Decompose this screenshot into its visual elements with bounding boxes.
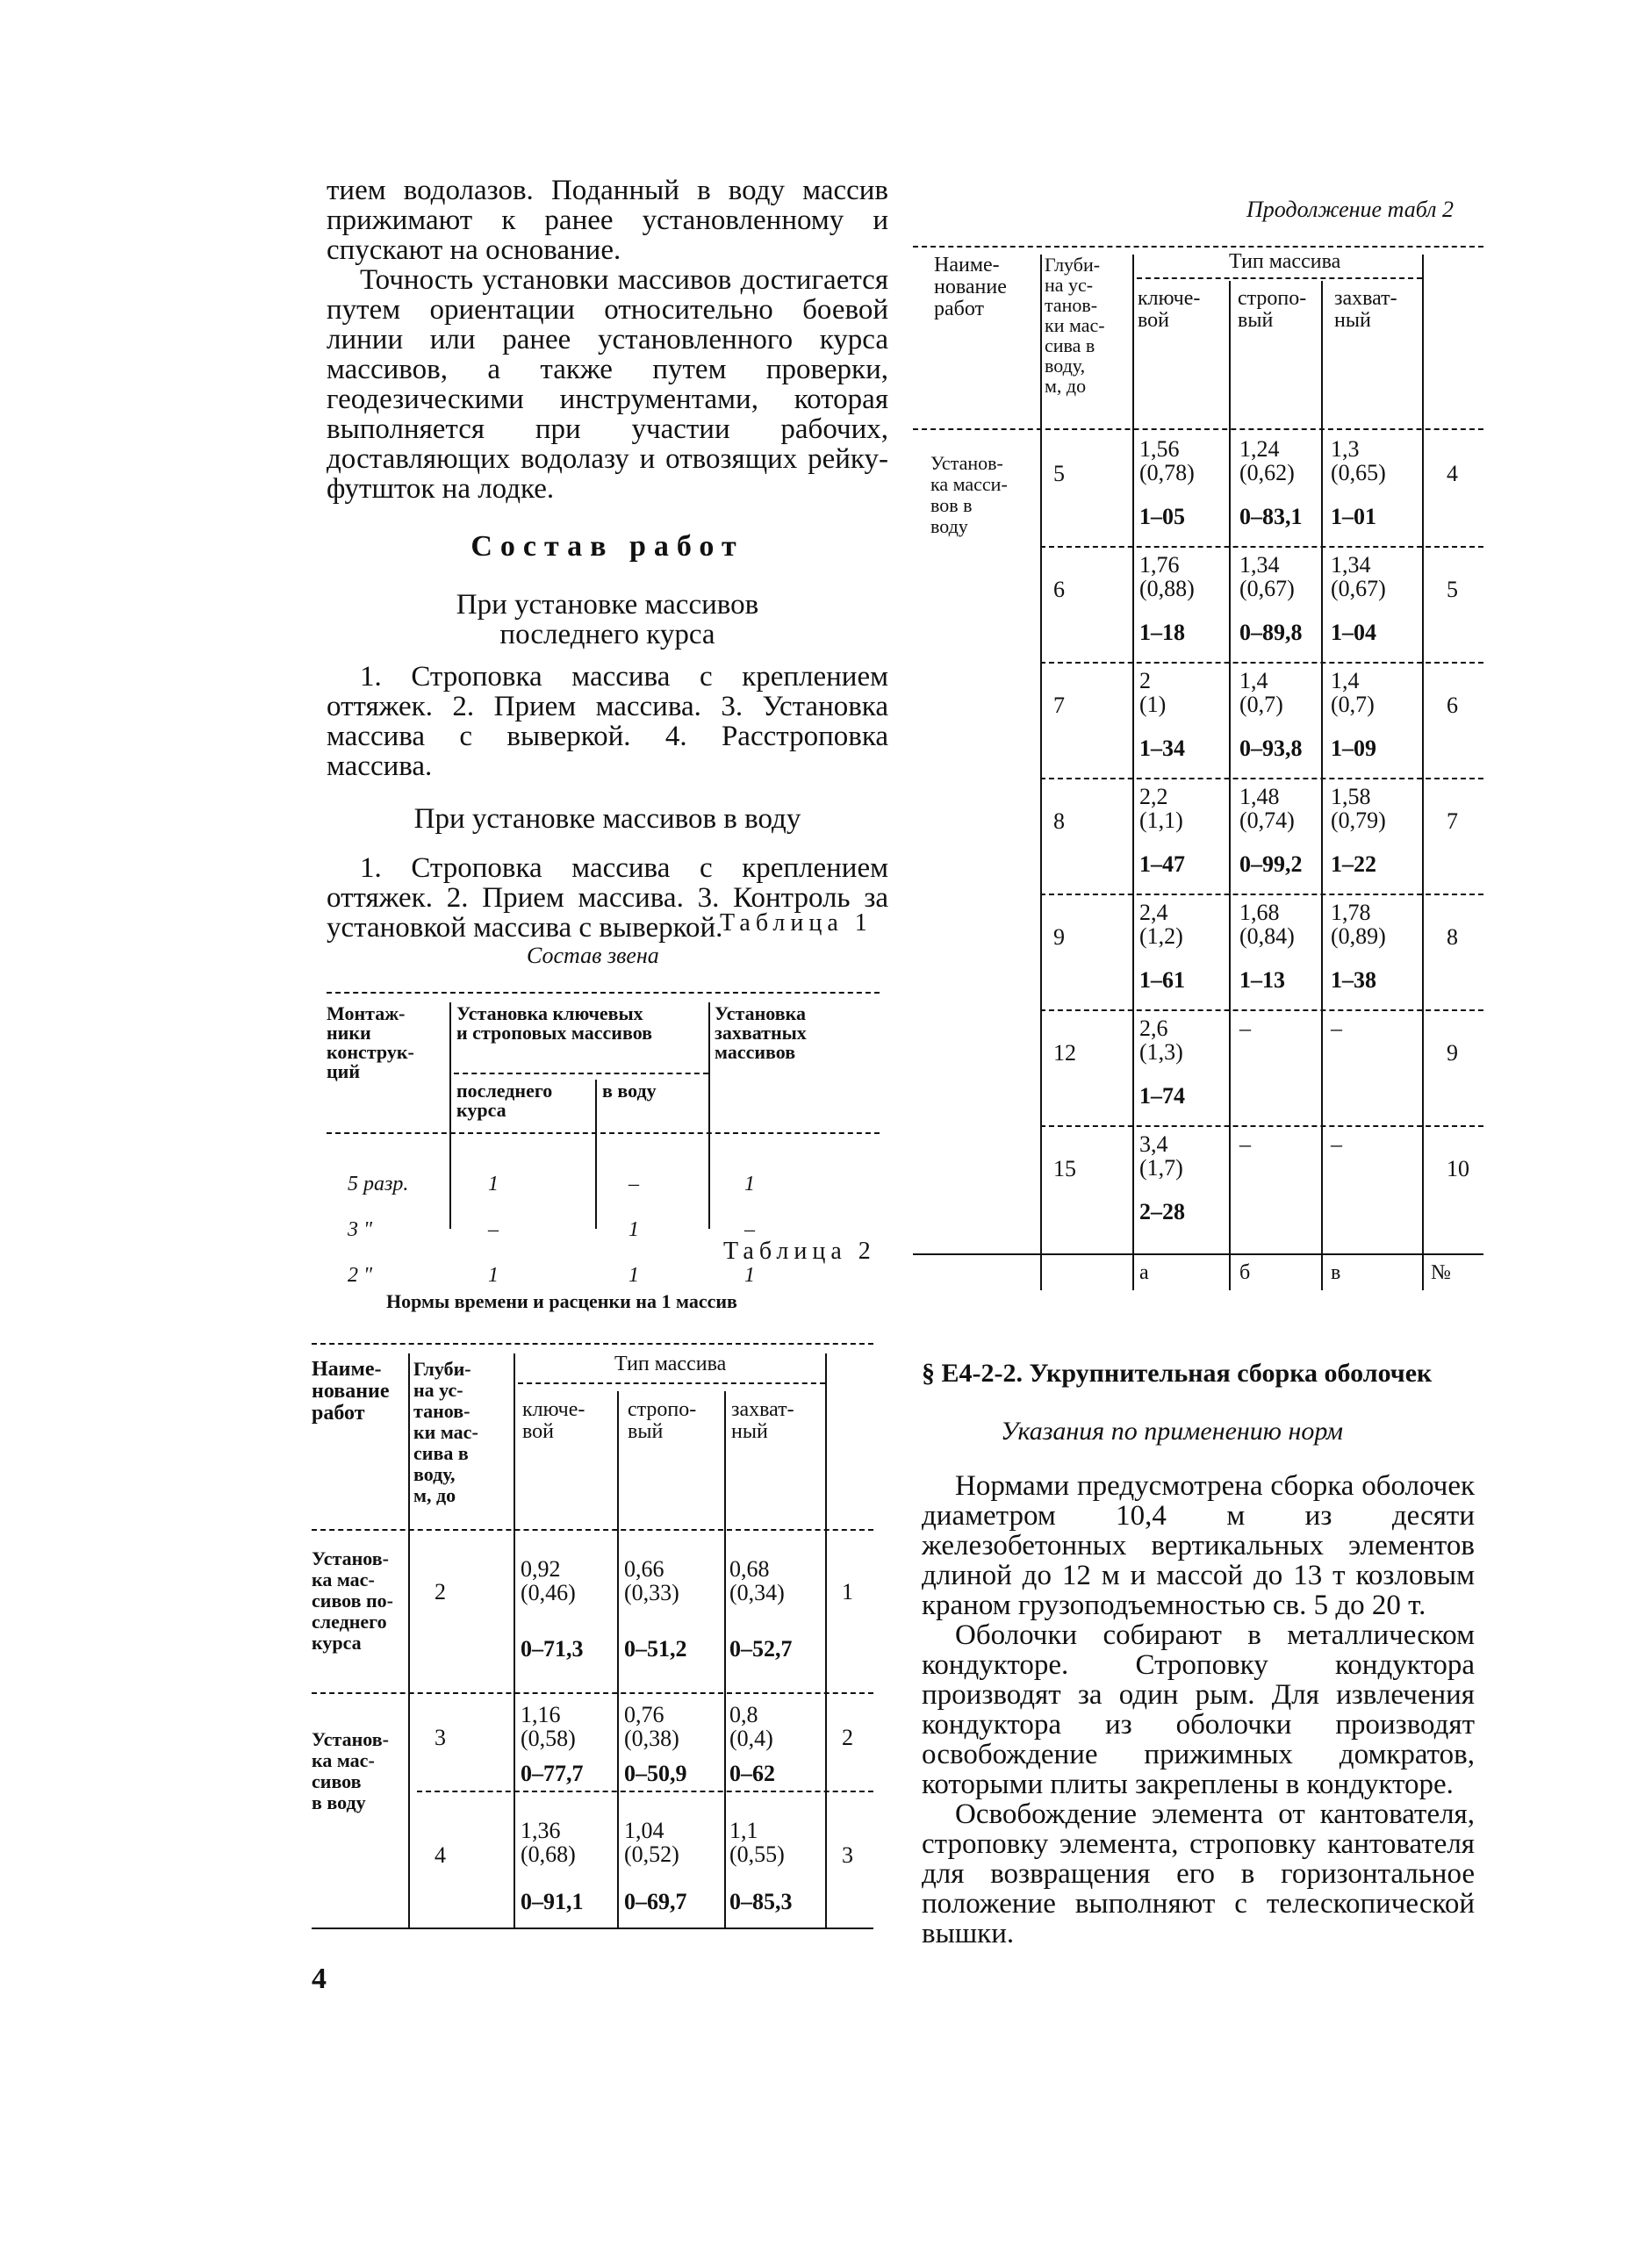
table2-col-name: Наиме- нование работ [312,1358,390,1425]
cont-depth: 15 [1053,1156,1076,1181]
cont-footer-a: а [1139,1261,1149,1284]
table2-grip-2: 0,8 (0,4) [729,1702,773,1751]
cont-col-key: ключе- вой [1138,287,1201,332]
table2-grip-rate-2: 0–62 [729,1761,775,1786]
cont-n: 6 [1447,693,1458,718]
table2-n-2: 2 [842,1725,853,1750]
cont-footer-c: в [1331,1261,1341,1284]
cont-sling: 1,34 (0,67) [1239,552,1295,601]
cont-col-name: Наиме- нование работ [934,254,1007,320]
cont-depth: 9 [1053,924,1065,950]
table2-depth-2: 3 [435,1725,446,1750]
table2-col-key: ключе- вой [522,1398,585,1443]
table1-col-in-water: в воду [602,1080,657,1102]
subheading-last-course: При установке массивов последнего курса [456,589,759,650]
cont-depth: 8 [1053,808,1065,834]
table2-grip-rate-3: 0–85,3 [729,1889,793,1914]
cont-grip: 1,78 (0,89) [1331,900,1386,949]
table2-sling-2: 0,76 (0,38) [624,1702,679,1751]
table2-grip-3: 1,1 (0,55) [729,1818,785,1867]
cont-grip-rate: 1–04 [1331,620,1376,645]
table2-continuation [913,246,1483,1290]
cont-key-rate: 1–61 [1139,967,1185,993]
cont-col-type: Тип массива [1229,250,1341,273]
paragraph-release: Освобождение элемента от кантователя, строповку элемента, строповку кантователя для возвращения его в горизонтальное положение выполняют с телескопической вышки. [922,1798,1475,1949]
cont-key: 2,6 (1,3) [1139,1016,1183,1065]
table2-key-rate-1: 0–71,3 [521,1636,584,1662]
heading-sostav-rabot: Состав работ [470,530,744,563]
table2-col-sling: стропо- вый [628,1398,697,1443]
subheading-in-water: При установке массивов в воду [413,803,801,835]
table1-cell: – [744,1218,755,1241]
table1-title: Состав звена [527,943,659,968]
cont-key: 2,2 (1,1) [1139,784,1183,833]
table2-group-in-water: Установ- ка мас- сивов в воду [312,1728,389,1813]
paragraph-accuracy: Точность установки массивов достигается путем ориентации относительно боевой линии или ранее установленного курса массивов, а также путем проверки, геодезическими инструментами, которая выполняется при участии рабочих, доставляющих водолазу и отвозящих рейку-футшток на лодке. [327,264,888,505]
cont-grip: – [1331,1016,1342,1041]
table2-sling-3: 1,04 (0,52) [624,1818,679,1867]
table1-col-b [607,1150,639,1310]
table1-cell: – [488,1218,499,1241]
table2-n-3: 3 [842,1842,853,1868]
cont-depth: 6 [1053,577,1065,602]
page-number: 4 [312,1963,327,1995]
paragraph-intro: тием водолазов. Поданный в воду массив прижимают к ранее установленному и спускают на основание. [327,175,888,266]
cont-sling-rate: 0–83,1 [1239,504,1303,529]
cont-key: 3,4 (1,7) [1139,1131,1183,1181]
table2-key-rate-3: 0–91,1 [521,1889,584,1914]
table2-key-3: 1,36 (0,68) [521,1818,576,1867]
table1-cell: 1 [628,1218,639,1241]
cont-group-in-water: Установ- ка масси- вов в воду [930,452,1008,537]
cont-sling: 1,48 (0,74) [1239,784,1295,833]
cont-sling: 1,24 (0,62) [1239,436,1295,485]
cont-sling: – [1239,1016,1251,1041]
table2-key-1: 0,92 (0,46) [521,1556,576,1605]
table1-grades [327,1150,408,1310]
table2-depth-3: 4 [435,1842,446,1868]
cont-sling-rate: 1–13 [1239,967,1285,993]
table1-cell: – [628,1173,639,1195]
table1-grade-2: 2 " [348,1264,373,1287]
table2-label: Таблица 2 [723,1238,876,1265]
table1-col-key-sling: Установка ключевых и строповых массивов [456,1002,653,1044]
cont-sling-rate: 0–93,8 [1239,736,1303,761]
table1-cell: 1 [488,1173,499,1195]
cont-col-sling: стропо- вый [1238,287,1307,332]
cont-sling: 1,4 (0,7) [1239,668,1283,717]
cont-grip-rate: 1–22 [1331,851,1376,877]
cont-key-rate: 1–74 [1139,1083,1185,1109]
table2-key-rate-2: 0–77,7 [521,1761,584,1786]
table1-label: Таблица 1 [720,909,873,937]
table1-col-grip: Установка захватных массивов [715,1002,807,1063]
table2-sling-rate-2: 0–50,9 [624,1761,687,1786]
cont-key: 1,76 (0,88) [1139,552,1195,601]
table1-cell: 1 [628,1264,639,1287]
cont-sling-rate: 0–99,2 [1239,851,1303,877]
cont-grip: 1,34 (0,67) [1331,552,1386,601]
paragraph-conductor: Оболочки собирают в металлическом кондукторе. Строповку кондуктора производят за один рым. Для извлечения кондуктора из оболочки производят освобождение прижимных домкратов, которыми плиты закреплены в кондукторе. [922,1619,1475,1800]
table1-col-workers: Монтаж- ники конструк- ций [327,1002,414,1082]
cont-key-rate: 2–28 [1139,1199,1185,1224]
table2-group-last-course: Установ- ка мас- сивов по- следнего курса [312,1547,394,1654]
table2-n-1: 1 [842,1579,853,1604]
cont-depth: 5 [1053,461,1065,486]
cont-key-rate: 1–34 [1139,736,1185,761]
table2-norms [312,1343,873,1931]
cont-grip: – [1331,1131,1342,1157]
cont-grip-rate: 1–38 [1331,967,1376,993]
table2-col-type: Тип массива [614,1353,727,1375]
cont-key-rate: 1–47 [1139,851,1185,877]
cont-n: 4 [1447,461,1458,486]
table2-col-grip: захват- ный [731,1398,794,1443]
section-subtitle: Указания по применению норм [1001,1417,1343,1446]
cont-grip: 1,4 (0,7) [1331,668,1375,717]
table1-cell: 1 [488,1264,499,1287]
table2-depth-1: 2 [435,1579,446,1604]
cont-key: 2 (1) [1139,668,1167,717]
table2-grip-rate-1: 0–52,7 [729,1636,793,1662]
steps-last-course: 1. Строповка массива с креплением оттяжек. 2. Прием массива. 3. Установка массива с выверкой. 4. Расстроповка массива. [327,661,888,782]
cont-sling: – [1239,1131,1251,1157]
table2-sling-1: 0,66 (0,33) [624,1556,679,1605]
cont-depth: 12 [1053,1040,1076,1066]
cont-key-rate: 1–18 [1139,620,1185,645]
right-text [922,1471,1475,1949]
cont-col-grip: захват- ный [1334,287,1397,332]
cont-grip-rate: 1–09 [1331,736,1376,761]
cont-depth: 7 [1053,693,1065,718]
table2-col-depth: Глуби- на ус- танов- ки мас- сива в воду, м, до [413,1358,478,1506]
table2-key-2: 1,16 (0,58) [521,1702,576,1751]
table1-col-c [723,1150,755,1310]
table1-cell: 1 [744,1173,755,1195]
cont-n: 5 [1447,577,1458,602]
cont-col-depth: Глуби- на ус- танов- ки мас- сива в воду, м, до [1045,254,1105,397]
table1-col-last-course: последнего курса [456,1080,553,1121]
cont-footer-n: № [1431,1261,1451,1284]
section-title: § Е4-2-2. Укрупнительная сборка оболочек [922,1359,1433,1388]
cont-sling-rate: 0–89,8 [1239,620,1303,645]
table1-cell: 1 [744,1264,755,1287]
cont-key-rate: 1–05 [1139,504,1185,529]
cont-key: 1,56 (0,78) [1139,436,1195,485]
table1-grade-3: 3 " [348,1218,373,1241]
cont-n: 8 [1447,924,1458,950]
table2-grip-1: 0,68 (0,34) [729,1556,785,1605]
cont-grip: 1,58 (0,79) [1331,784,1386,833]
cont-sling: 1,68 (0,84) [1239,900,1295,949]
cont-grip-rate: 1–01 [1331,504,1376,529]
cont-n: 7 [1447,808,1458,834]
table1-col-a [467,1150,499,1310]
cont-grip: 1,3 (0,65) [1331,436,1386,485]
table2-title: Нормы времени и расценки на 1 массив [386,1290,737,1312]
steps-in-water: 1. Строповка массива с креплением оттяжек. 2. Прием массива. 3. Контроль за установкой массива с выверкой. [327,852,888,944]
cont-footer-b: б [1239,1261,1251,1284]
cont-n: 10 [1447,1156,1469,1181]
table2-sling-rate-3: 0–69,7 [624,1889,687,1914]
table2-sling-rate-1: 0–51,2 [624,1636,687,1662]
cont-n: 9 [1447,1040,1458,1066]
paragraph-norms: Нормами предусмотрена сборка оболочек диаметром 10,4 м из десяти железобетонных вертикальных элементов длиной до 12 м и массой до 13 т козловым краном грузоподъемностью св. 5 до 20 т. [922,1470,1475,1621]
table1-grade-5: 5 разр. [348,1173,409,1195]
left-column [327,176,888,943]
cont-key: 2,4 (1,2) [1139,900,1183,949]
continuation-label: Продолжение табл 2 [1246,197,1454,222]
